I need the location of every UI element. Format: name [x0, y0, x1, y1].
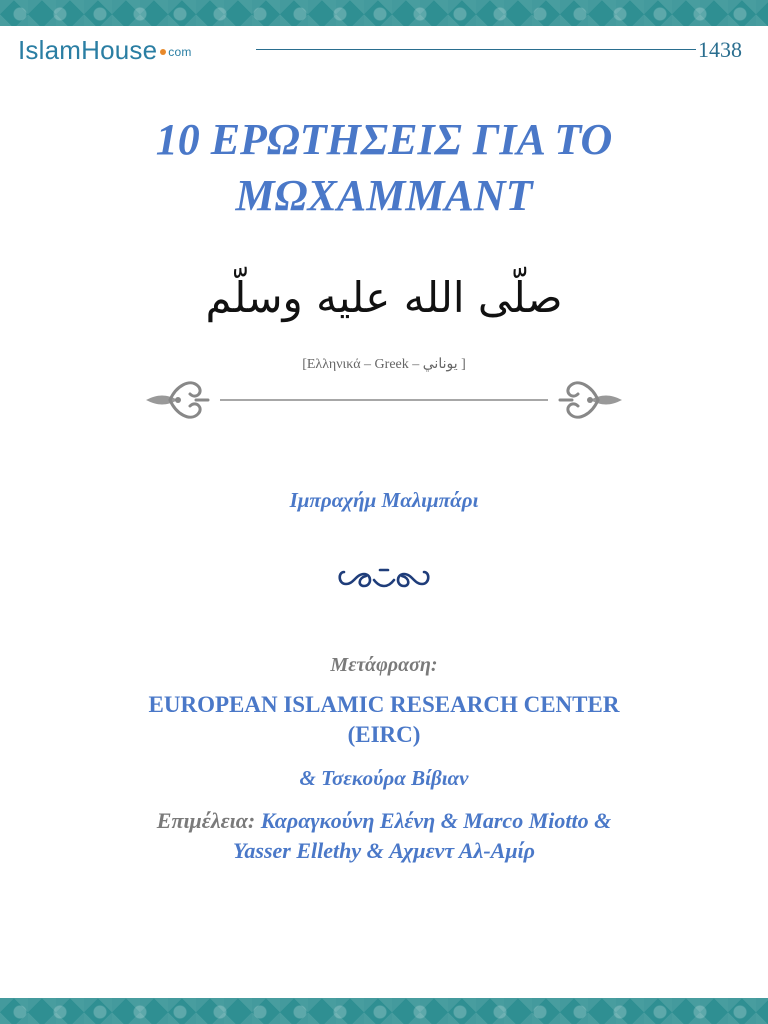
ornament-icon	[334, 564, 434, 592]
translation-label: Μετάφραση:	[330, 654, 438, 676]
logo-name: IslamHouse	[18, 35, 158, 65]
book-title	[40, 112, 728, 224]
book-title-line-2: ΜΩΧΑΜΜΑΝΤ	[235, 171, 533, 220]
translator-line-1: EUROPEAN ISLAMIC RESEARCH CENTER	[148, 692, 620, 717]
language-line: [Ελληνικά – Greek – يوناني ]	[302, 357, 466, 372]
co-translator: & Τσεκούρα Βίβιαν	[299, 766, 469, 790]
islamhouse-logo	[18, 34, 192, 68]
author-name: Ιμπραχήμ Μαλιμπάρι	[289, 488, 479, 512]
editors-names-2: Yasser Ellethy & Αχμεντ Αλ-Αμίρ	[232, 838, 536, 863]
bottom-decorative-band	[0, 998, 768, 1024]
book-title-line-1: 10 ΕΡΩΤΗΣΕΙΣ ΓΙΑ ΤΟ	[155, 115, 613, 164]
editors-line-1	[64, 806, 704, 836]
right-flourish-icon	[560, 383, 622, 417]
calligraphy-text: صلّى الله عليه وسلّم	[205, 273, 563, 322]
arabic-calligraphy	[205, 262, 563, 342]
page-header	[18, 34, 742, 66]
logo-suffix: com	[168, 45, 192, 60]
left-flourish-icon	[146, 383, 208, 417]
editors-block	[64, 806, 704, 866]
publication-year: 1438	[698, 37, 742, 62]
header-rule	[256, 49, 696, 50]
logo-dot-icon	[160, 49, 166, 55]
editing-label: Επιμέλεια:	[156, 808, 256, 833]
translator-organization	[64, 690, 704, 750]
editors-names-1: Καραγκούνη Ελένη & Marco Miotto &	[260, 808, 612, 833]
translator-line-2: (EIRC)	[347, 722, 421, 747]
top-decorative-band	[0, 0, 768, 26]
flourish-divider	[140, 372, 628, 426]
